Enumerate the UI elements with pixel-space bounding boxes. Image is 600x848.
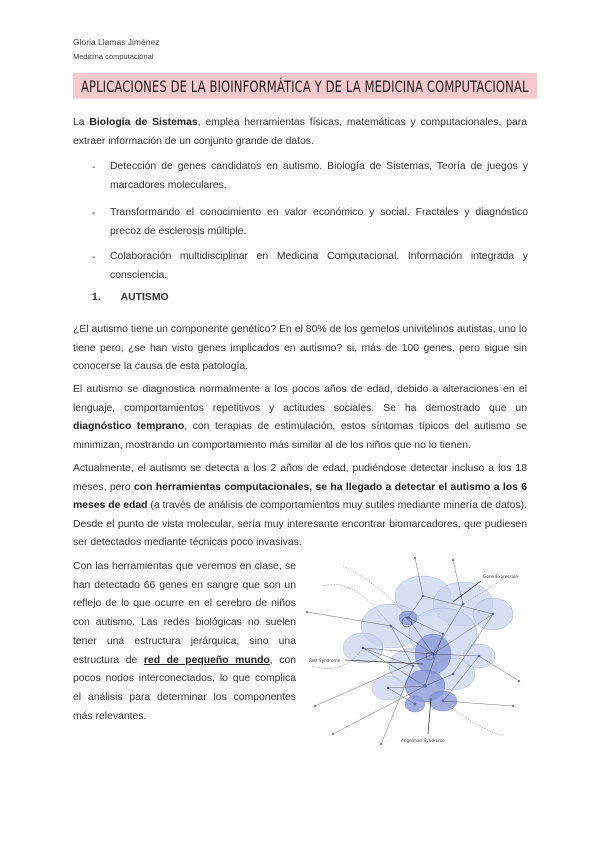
section-number: 1. — [92, 292, 101, 303]
label-angelman-syndrome: Angelman Syndrome — [401, 738, 445, 743]
page-title: APLICACIONES DE LA BIOINFORMÁTICA Y DE LA MEDICINA COMPUTACIONAL — [73, 73, 537, 99]
bullet-item: Transformando el conocimiento en valor económico y social. Fractales y diagnóstico precoz de esclerosis múltiple. — [110, 207, 528, 237]
bullet-marker: - — [92, 252, 96, 263]
paragraph-1: ¿El autismo tiene un componente genético? En el 80% de los gemelos univitelinos autistas, uno lo tiene pero, ¿se han visto genes implicados en autismo? si, más de 100 genes, pero sigue sin conocerse la causa de esta patología. — [73, 324, 527, 373]
bullet-item: Detección de genes candidatos en autismo. Biología de Sistemas, Teoría de juegos y marcadores moleculares. — [110, 161, 528, 191]
section-heading — [92, 292, 169, 303]
title-block — [73, 73, 527, 103]
para2-text: El autismo se diagnostica normalmente a los pocos años de edad, debido a alteraciones en el lenguaje, comportamientos repetitivos y actitudes sociales. Se ha demostrado que un — [73, 384, 527, 414]
label-rett-syndrome: Rett Syndrome — [309, 658, 341, 663]
para4-text: Con las herramientas que veremos en clase, se han detectado 66 genes en sangre que son un reflejo de lo que ocurre en el cerebro de niños con autismo. Las redes biológicas no suelen tener una estructura jerárquica, sino una estructura de — [73, 561, 296, 666]
intro-text-2: , emplea herramientas físicas, matemáticas y computacionales, para extraer información de un conjunto grande de datos. — [73, 117, 527, 147]
paragraph-3 — [73, 460, 527, 553]
para2-text-2: , con terapias de estimulación, estos síntomas típicos del autismo se minimizan, mostrando un comportamiento más similar al de los niños que no lo tienen. — [73, 421, 527, 451]
paragraph-2 — [73, 381, 527, 455]
header-subject: Medicina computacional — [73, 52, 154, 61]
bullet-item: Colaboración multidisciplinar en Medicina Computacional. Información integrada y consciencia. — [110, 251, 528, 281]
intro-text: La — [73, 117, 90, 128]
bullet-marker: - — [92, 162, 96, 173]
intro-paragraph — [73, 114, 527, 151]
paragraph-4 — [73, 558, 296, 726]
para3-bold: con herramientas computacionales, se ha llegado a detectar el autismo a los 6 meses de edad — [73, 481, 527, 512]
bullet-marker: - — [92, 208, 96, 219]
para4-text-2: , con pocos nodos interconectados, lo que complica el análisis para determinar los componentes más relevantes. — [73, 654, 296, 722]
network-figure — [303, 556, 525, 750]
para3-text: Actualmente, el autismo se detecta a los 2 años de edad, pudiéndose detectar incluso a los 18 meses, pero — [73, 463, 527, 493]
header-author: Gloria Llamas Jiménez — [73, 37, 160, 47]
para2-bold: diagnóstico temprano — [73, 421, 185, 433]
section-title: AUTISMO — [120, 292, 169, 303]
small-world-term: red de pequeño mundo — [143, 654, 270, 666]
label-gene-expression: Gene Expression — [483, 574, 519, 579]
network-diagram — [303, 556, 525, 750]
intro-bold: Biología de Sistemas — [89, 117, 198, 128]
para3-text-2: (a través de análisis de comportamientos muy sutiles mediante minería de datos). Desde el punto de vista molecular, sería muy interesante encontrar biomarcadores, que pudiesen ser detectados mediante técnicas poco invasivas. — [73, 500, 527, 549]
